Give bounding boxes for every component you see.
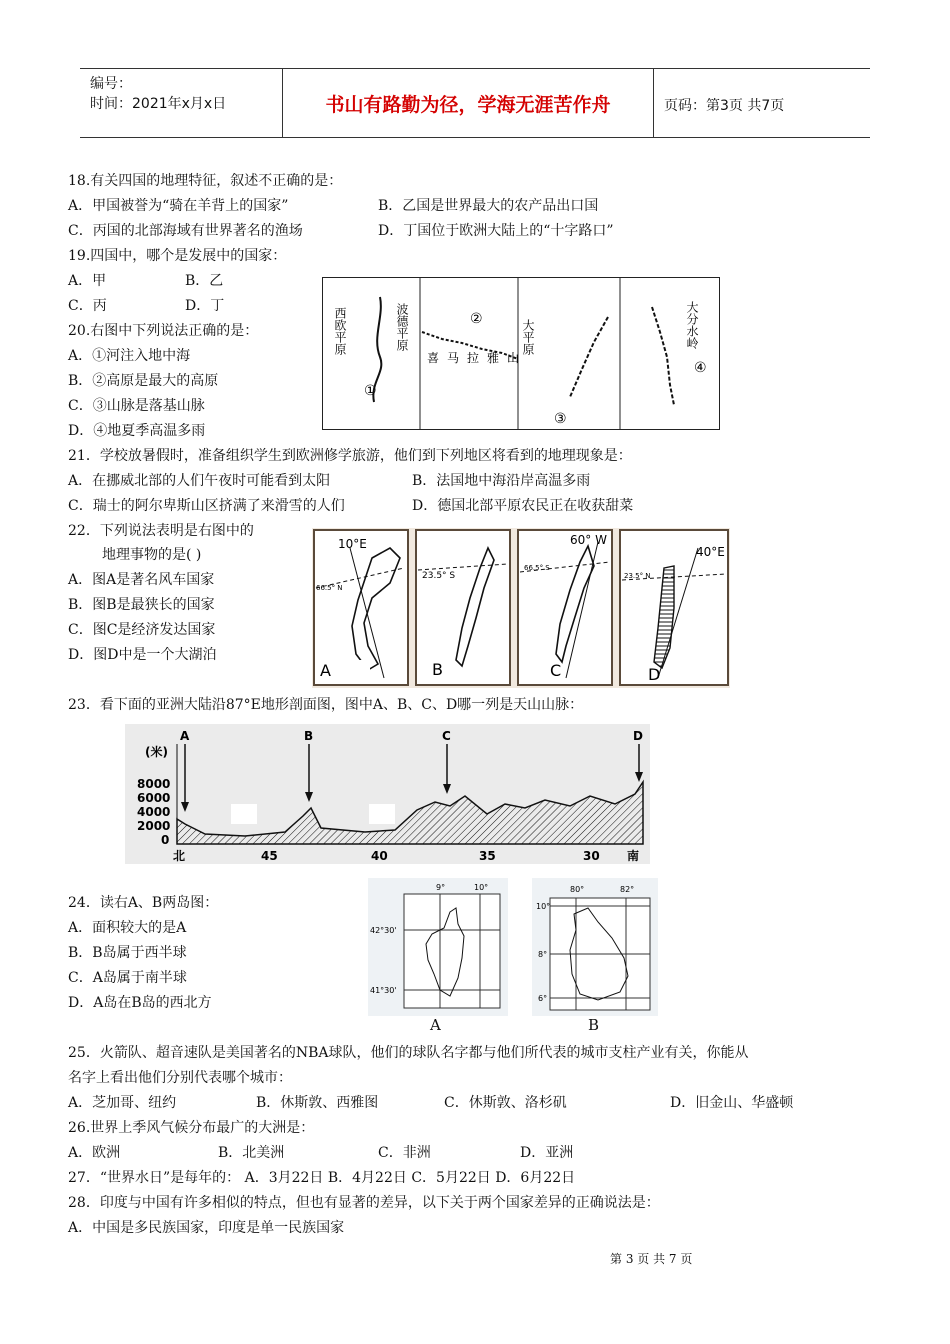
map1-label: 西欧平原 <box>333 307 347 355</box>
mapA-lat: 66.5° N <box>316 584 343 592</box>
q22-option-b: B．图B是最狭长的国家 <box>68 597 215 613</box>
mapD-lat: 23.5° N <box>624 572 651 580</box>
islandA-lat1: 42°30' <box>370 926 397 935</box>
q21-option-c: C．瑞士的阿尔卑斯山区挤满了来滑雪的人们 <box>68 498 345 514</box>
q19-option-b: B．乙 <box>185 273 224 289</box>
page-label: 页码：第3页 共7页 <box>664 98 785 114</box>
map3-label: 大平原 <box>521 319 535 355</box>
y-tick: 2000 <box>137 819 171 833</box>
mapC-letter: C <box>550 661 562 680</box>
q27-text: 27．“世界水日”是每年的： A．3月22日 B．4月22日 C．5月22日 D．6月22日 <box>68 1170 576 1186</box>
q25-option-b: B．休斯敦、西雅图 <box>256 1095 379 1111</box>
q25-option-a: A．芝加哥、纽约 <box>68 1095 177 1111</box>
time-label: 时间：2021年x月x日 <box>90 96 227 112</box>
islandB-lat2: 8° <box>538 950 548 959</box>
marker-d: D <box>633 729 643 743</box>
islandB-lon1: 80° <box>570 885 585 894</box>
q21-option-a: A．在挪威北部的人们午夜时可能看到太阳 <box>68 473 331 489</box>
q18-option-a: A．甲国被誉为“骑在羊背上的国家” <box>68 198 289 214</box>
island-b-map <box>532 878 658 1016</box>
q24-option-b: B．B岛属于西半球 <box>68 945 187 961</box>
x-tick: 北 <box>173 849 186 863</box>
q20-option-b: B．②高原是最大的高原 <box>68 373 219 389</box>
y-tick: 4000 <box>137 805 171 819</box>
q21-option-b: B．法国地中海沿岸高温多雨 <box>412 473 591 489</box>
map4-label: 大分水岭 <box>685 301 699 349</box>
q20-stem: 20.右图中下列说法正确的是： <box>68 323 259 339</box>
marker-c: C <box>442 729 451 743</box>
q26-option-b: B．北美洲 <box>218 1145 285 1161</box>
q22-stem: 22．下列说法表明是右图中的 <box>68 523 254 539</box>
mapB-letter: B <box>432 660 443 679</box>
q19-option-c: C．丙 <box>68 298 107 314</box>
q26-option-d: D．亚洲 <box>520 1145 574 1161</box>
motto: 书山有路勤为径，学海无涯苦作舟 <box>283 69 654 137</box>
mapC-lon: 60° W <box>570 533 607 547</box>
map3-num: ③ <box>554 411 567 427</box>
q24-option-a: A．面积较大的是A <box>68 920 187 936</box>
q26-option-c: C．非洲 <box>378 1145 431 1161</box>
q20-option-a: A．①河注入地中海 <box>68 348 191 364</box>
y-tick: 6000 <box>137 791 171 805</box>
x-tick: 30 <box>583 849 600 863</box>
q19-option-d: D．丁 <box>185 298 225 314</box>
islandB-caption: B <box>588 1016 600 1034</box>
x-tick: 南 <box>627 849 640 863</box>
mapB-lat: 23.5° S <box>422 571 456 581</box>
number-label: 编号： <box>90 76 132 92</box>
map2-label: 喜马拉雅山 <box>427 351 528 365</box>
header-meta <box>80 69 283 137</box>
islandA-lat2: 41°30' <box>370 986 397 995</box>
q25-option-d: D．旧金山、华盛顿 <box>670 1095 794 1111</box>
q18-option-b: B．乙国是世界最大的农产品出口国 <box>378 198 599 214</box>
islandB-lat3: 6° <box>538 994 548 1003</box>
q18-option-c: C．丙国的北部海域有世界著名的渔场 <box>68 223 303 239</box>
x-tick: 45 <box>261 849 278 863</box>
y-tick: 8000 <box>137 777 171 791</box>
terrain-profile <box>125 724 650 864</box>
map1-num: ① <box>364 383 377 399</box>
islandB-lon2: 82° <box>620 885 635 894</box>
q23-stem: 23．看下面的亚洲大陆沿87°E地形剖面图，图中A、B、C、D哪一列是天山山脉： <box>68 697 584 713</box>
map2-num: ② <box>470 311 483 327</box>
q19-stem: 19.四国中，哪个是发展中的国家： <box>68 248 287 264</box>
q22-maps <box>312 528 730 688</box>
q18-option-d: D．丁国位于欧洲大陆上的“十字路口” <box>378 223 614 239</box>
x-tick: 40 <box>371 849 388 863</box>
page-header <box>80 68 870 138</box>
q28-option-a: A．中国是多民族国家，印度是单一民族国家 <box>68 1220 345 1236</box>
mapD-letter: D <box>648 665 661 684</box>
x-tick: 35 <box>479 849 496 863</box>
islandA-lon1: 9° <box>436 883 446 892</box>
q25-stem: 25．火箭队、超音速队是美国著名的NBA球队，他们的球队名字都与他们所代表的城市支柱产业有关，你能从 <box>68 1045 749 1061</box>
q21-option-d: D．德国北部平原农民正在收获甜菜 <box>412 498 634 514</box>
q24-option-c: C．A岛属于南半球 <box>68 970 187 986</box>
q24-option-d: D．A岛在B岛的西北方 <box>68 995 212 1011</box>
q22-option-c: C．图C是经济发达国家 <box>68 622 216 638</box>
q20-maps <box>322 277 720 430</box>
map1-label2: 波德平原 <box>395 303 409 351</box>
q22-stem-cont: 地理事物的是( ) <box>102 547 202 563</box>
islandA-caption: A <box>430 1016 441 1034</box>
page-footer: 第 3 页 共 7 页 <box>610 1252 693 1266</box>
q18-stem: 18.有关四国的地理特征，叙述不正确的是： <box>68 173 343 189</box>
q22-option-d: D．图D中是一个大湖泊 <box>68 647 217 663</box>
q20-option-d: D．④地夏季高温多雨 <box>68 423 206 439</box>
islandA-lon2: 10° <box>474 883 489 892</box>
islandB-lat1: 10° <box>536 902 551 911</box>
q22-option-a: A．图A是著名风车国家 <box>68 572 215 588</box>
profile-unit: (米) <box>145 745 168 759</box>
q20-option-c: C．③山脉是落基山脉 <box>68 398 205 414</box>
q26-stem: 26.世界上季风气候分布最广的大洲是： <box>68 1120 315 1136</box>
q26-option-a: A．欧洲 <box>68 1145 121 1161</box>
island-a-map <box>368 878 508 1016</box>
mapA-letter: A <box>320 661 331 680</box>
mapC-lat: 66.5° S <box>524 564 550 572</box>
q25-stem-cont: 名字上看出他们分别代表哪个城市： <box>68 1070 292 1086</box>
q19-option-a: A．甲 <box>68 273 107 289</box>
marker-b: B <box>304 729 314 743</box>
q28-stem: 28．印度与中国有许多相似的特点，但也有显著的差异，以下关于两个国家差异的正确说法是： <box>68 1195 660 1211</box>
mapA-lon: 10°E <box>338 537 367 551</box>
map4-num: ④ <box>694 360 707 376</box>
y-tick: 0 <box>161 833 170 847</box>
mapD-lon: 40°E <box>696 545 725 559</box>
q21-stem: 21．学校放暑假时，准备组织学生到欧洲修学旅游，他们到下列地区将看到的地理现象是： <box>68 448 632 464</box>
marker-a: A <box>180 729 190 743</box>
q25-option-c: C．休斯敦、洛杉矶 <box>444 1095 567 1111</box>
q24-stem: 24．读右A、B两岛图： <box>68 895 219 911</box>
